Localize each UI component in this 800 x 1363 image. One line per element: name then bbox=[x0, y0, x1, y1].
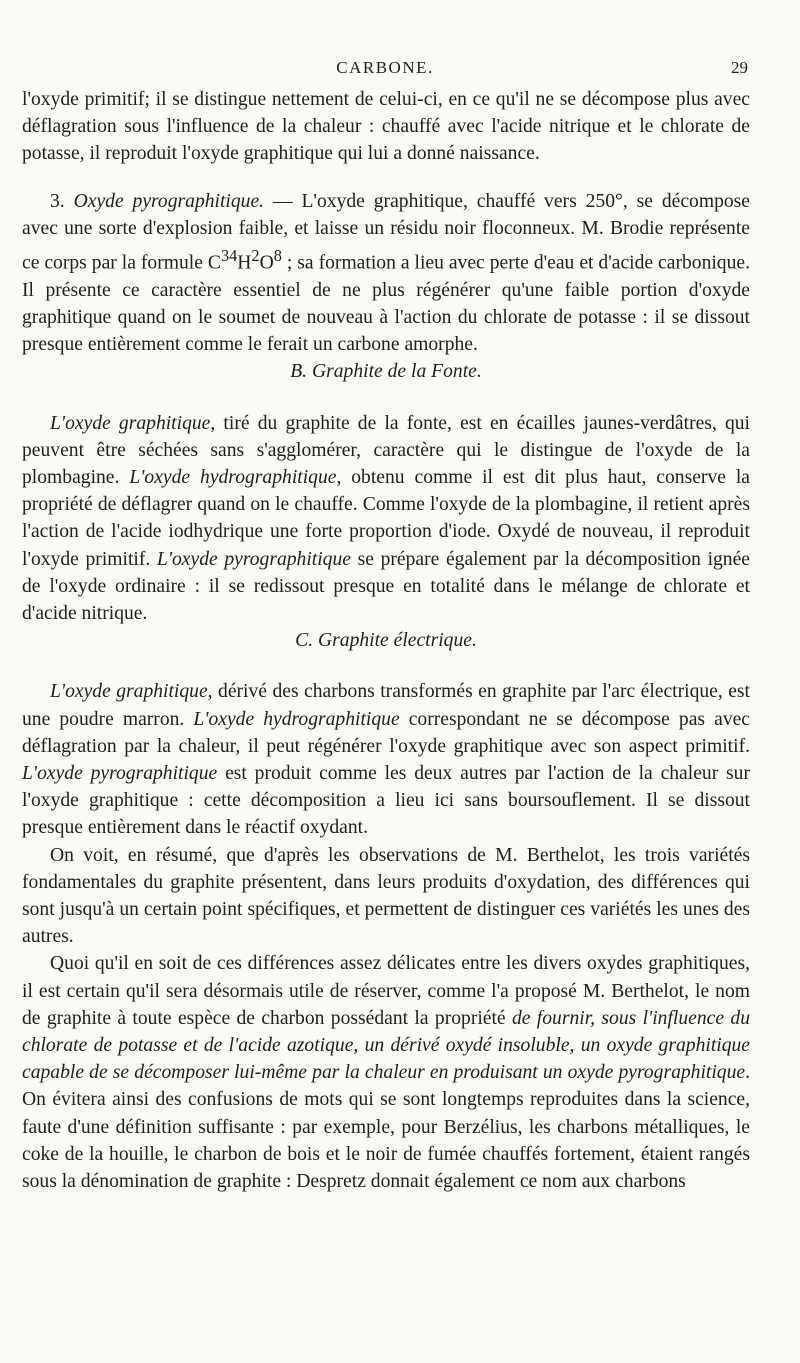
italic-definition: de fournir, sous l'influence du chlorate de potasse et de l'acide azotique, un dérivé oxydé insoluble, un oxyde graphitique capable de se décomposer lui-même par la chaleur en produisant un oxyde pyrographitique bbox=[22, 1007, 750, 1084]
text-run: est produit comme les deux autres par l'action de la chaleur sur l'oxyde graphitique : cette décomposition a lieu ici sans boursouflement. Il se dissout presque entièrement dans le réactif oxydant. bbox=[22, 763, 750, 839]
paragraph-conclusion bbox=[22, 950, 750, 1195]
italic-term: L'oxyde hydrographitique bbox=[193, 708, 400, 730]
body-text bbox=[22, 86, 750, 1195]
paragraph-graphite-fonte bbox=[22, 410, 750, 628]
text-run: O bbox=[259, 252, 274, 274]
italic-term: L'oxyde graphitique bbox=[50, 681, 208, 703]
italic-term: L'oxyde graphitique bbox=[50, 412, 211, 434]
page-number: 29 bbox=[731, 58, 748, 77]
text-run: H bbox=[237, 252, 252, 274]
text-run: , tiré du graphite de la fonte, est en écailles jaunes-verdâtres, qui peuvent être séchées sans s'agglomérer, caractère qui le distingue de l'oxyde de la plombagine. bbox=[22, 412, 751, 488]
text-run: Quoi qu'il en soit de ces différences assez délicates entre les divers oxydes graphitiques, il est certain qu'il sera désormais utile de réserver, comme l'a proposé M. Berthelot, le nom de graphite à toute espèce de charbon possédant la propriété bbox=[22, 953, 750, 1029]
section-heading-b: B. Graphite de la Fonte. bbox=[290, 361, 482, 383]
item-title: Oxyde pyrographitique. bbox=[73, 190, 265, 212]
text-run: . On évitera ainsi des confusions de mots qui se sont longtemps reproduites dans la science, faute d'une définition suffisante : par exemple, pour Berzélius, les charbons métalliques, le coke de la houille, le charbon de bois et le noir de fumée chauffés fortement, étaient rangés sous la dénomination de graphite : Despretz donnait également ce nom aux charbons bbox=[22, 1062, 750, 1193]
formula-superscript: 2 bbox=[251, 246, 260, 266]
section-heading-c: C. Graphite électrique. bbox=[295, 630, 477, 652]
running-head-title: CARBONE. bbox=[336, 58, 434, 77]
formula-superscript: 8 bbox=[273, 246, 282, 266]
italic-term: L'oxyde pyrographitique bbox=[22, 763, 218, 784]
paragraph-resume: On voit, en résumé, que d'après les observations de M. Berthelot, les trois variétés fondamentales du graphite présentent, dans leurs produits d'oxydation, des différences qui sont jusqu'à un certain point spécifiques, et permettent de distinguer ces variétés les unes des autres. bbox=[22, 844, 750, 948]
paragraph-continuation: l'oxyde primitif; il se distingue nettement de celui-ci, en ce qu'il ne se décompose plus avec déflagration sous l'influence de la chaleur : chauffé avec l'acide nitrique et le chlorate de potasse, il reproduit l'oxyde graphitique qui lui a donné naissance. bbox=[22, 89, 750, 165]
text-run: , obtenu comme il est dit plus haut, conserve la propriété de déflagrer quand on le chauffe. Comme l'oxyde de la plombagine, il retient après l'action de l'acide iodhydrique une forte proportion d'iode. Oxydé de nouveau, il reproduit l'oxyde primitif. bbox=[22, 466, 750, 570]
italic-term: L'oxyde hydrographitique bbox=[129, 466, 337, 488]
item-number: 3. bbox=[50, 190, 65, 212]
running-head bbox=[22, 58, 748, 82]
text-run: — L'oxyde graphitique, chauffé vers 250°, se décompose avec une sorte d'explosion faible, et laisse un résidu noir floconneux. M. Brodie représente ce corps par la formule C bbox=[22, 190, 750, 274]
text-run: ; sa formation a lieu avec perte d'eau et d'acide carbonique. Il présente ce caractère essentiel de ne plus régénérer qu'une faible portion d'oxyde graphitique quand on le soumet de nouveau à l'action du chlorate de potasse : il se dissout presque entièrement comme le ferait un carbone amorphe. bbox=[22, 252, 750, 356]
text-run: se prépare également par la décomposition ignée de l'oxyde ordinaire : il se redissout presque en totalité dans le mélange de chlorate et d'acide nitrique. bbox=[22, 548, 750, 624]
paragraph-graphite-electrique bbox=[22, 678, 750, 841]
text-run: correspondant ne se décompose pas avec déflagration par la chaleur, il peut régénérer l'oxyde graphitique avec son aspect primitif. bbox=[22, 708, 751, 757]
paragraph-oxyde-pyrographitique bbox=[22, 188, 750, 359]
formula-superscript: 34 bbox=[220, 246, 238, 266]
text-run: , dérivé des charbons transformés en graphite par l'arc électrique, est une poudre marron. bbox=[22, 681, 750, 730]
italic-term: L'oxyde pyrographitique bbox=[156, 548, 351, 570]
